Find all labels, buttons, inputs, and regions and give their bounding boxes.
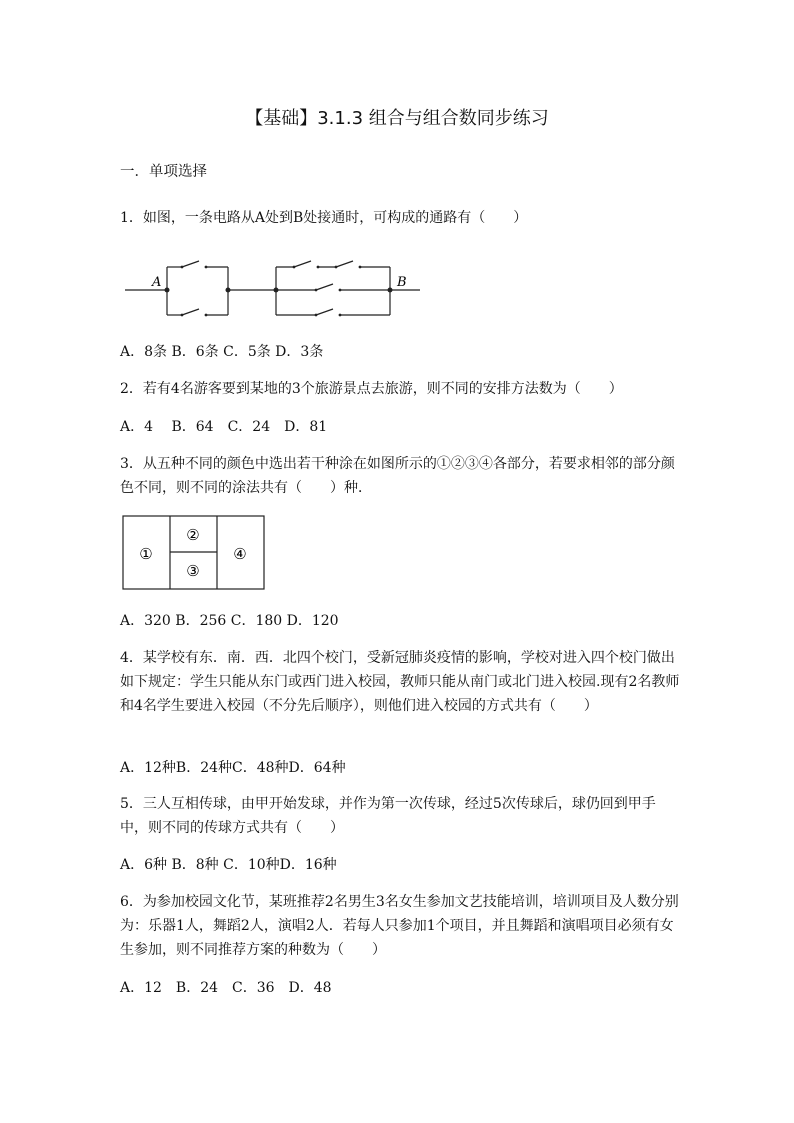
- options-5: A．6种 B．8种 C．10种D．16种: [120, 857, 337, 873]
- question-3: 3．从五种不同的颜色中选出若干种涂在如图所示的①②③④各部分，若要求相邻的部分颜色不同，则不同的涂法共有（ ）种．: [120, 456, 675, 496]
- options-3: A．320 B．256 C．180 D．120: [120, 613, 339, 629]
- page-title: 【基础】3.1.3 组合与组合数同步练习: [245, 108, 549, 129]
- options-6: A．12 B．24 C．36 D．48: [120, 980, 332, 996]
- region-3-label: ③: [186, 562, 200, 580]
- label-a: A: [152, 275, 162, 290]
- question-6: 6．为参加校园文化节，某班推荐2名男生3名女生参加文艺技能培训，培训项目及人数分别为：乐器1人，舞蹈2人，演唱2人．若每人只参加1个项目，并且舞蹈和演唱项目必须有女生参加，则不同推荐方案的种数为（ ）: [120, 894, 679, 958]
- region-4-label: ④: [233, 545, 247, 563]
- question-5: 5．三人互相传球，由甲开始发球，并作为第一次传球，经过5次传球后，球仍回到甲手中，则不同的传球方式共有（ ）: [120, 796, 656, 836]
- options-1: A．8条 B．6条 C．5条 D．3条: [120, 344, 324, 360]
- options-4: A．12种B．24种C．48种D．64种: [120, 760, 346, 776]
- region-diagram: [122, 515, 268, 593]
- region-1-label: ①: [139, 545, 153, 563]
- section-heading: 一．单项选择: [120, 164, 207, 180]
- options-2: A．4 B．64 C．24 D．81: [120, 419, 328, 435]
- circuit-diagram: [120, 250, 430, 330]
- question-1: 1．如图，一条电路从A处到B处接通时，可构成的通路有（ ）: [120, 210, 528, 226]
- label-b: B: [397, 275, 407, 290]
- region-2-label: ②: [186, 526, 200, 544]
- question-2: 2．若有4名游客要到某地的3个旅游景点去旅游，则不同的安排方法数为（ ）: [120, 381, 623, 397]
- question-4: 4．某学校有东．南．西．北四个校门，受新冠肺炎疫情的影响，学校对进入四个校门做出如下规定：学生只能从东门或西门进入校园，教师只能从南门或北门进入校园.现有2名教师和4名学生要进入校园（不分先后顺序），则他们进入校园的方式共有（ ）: [120, 650, 680, 714]
